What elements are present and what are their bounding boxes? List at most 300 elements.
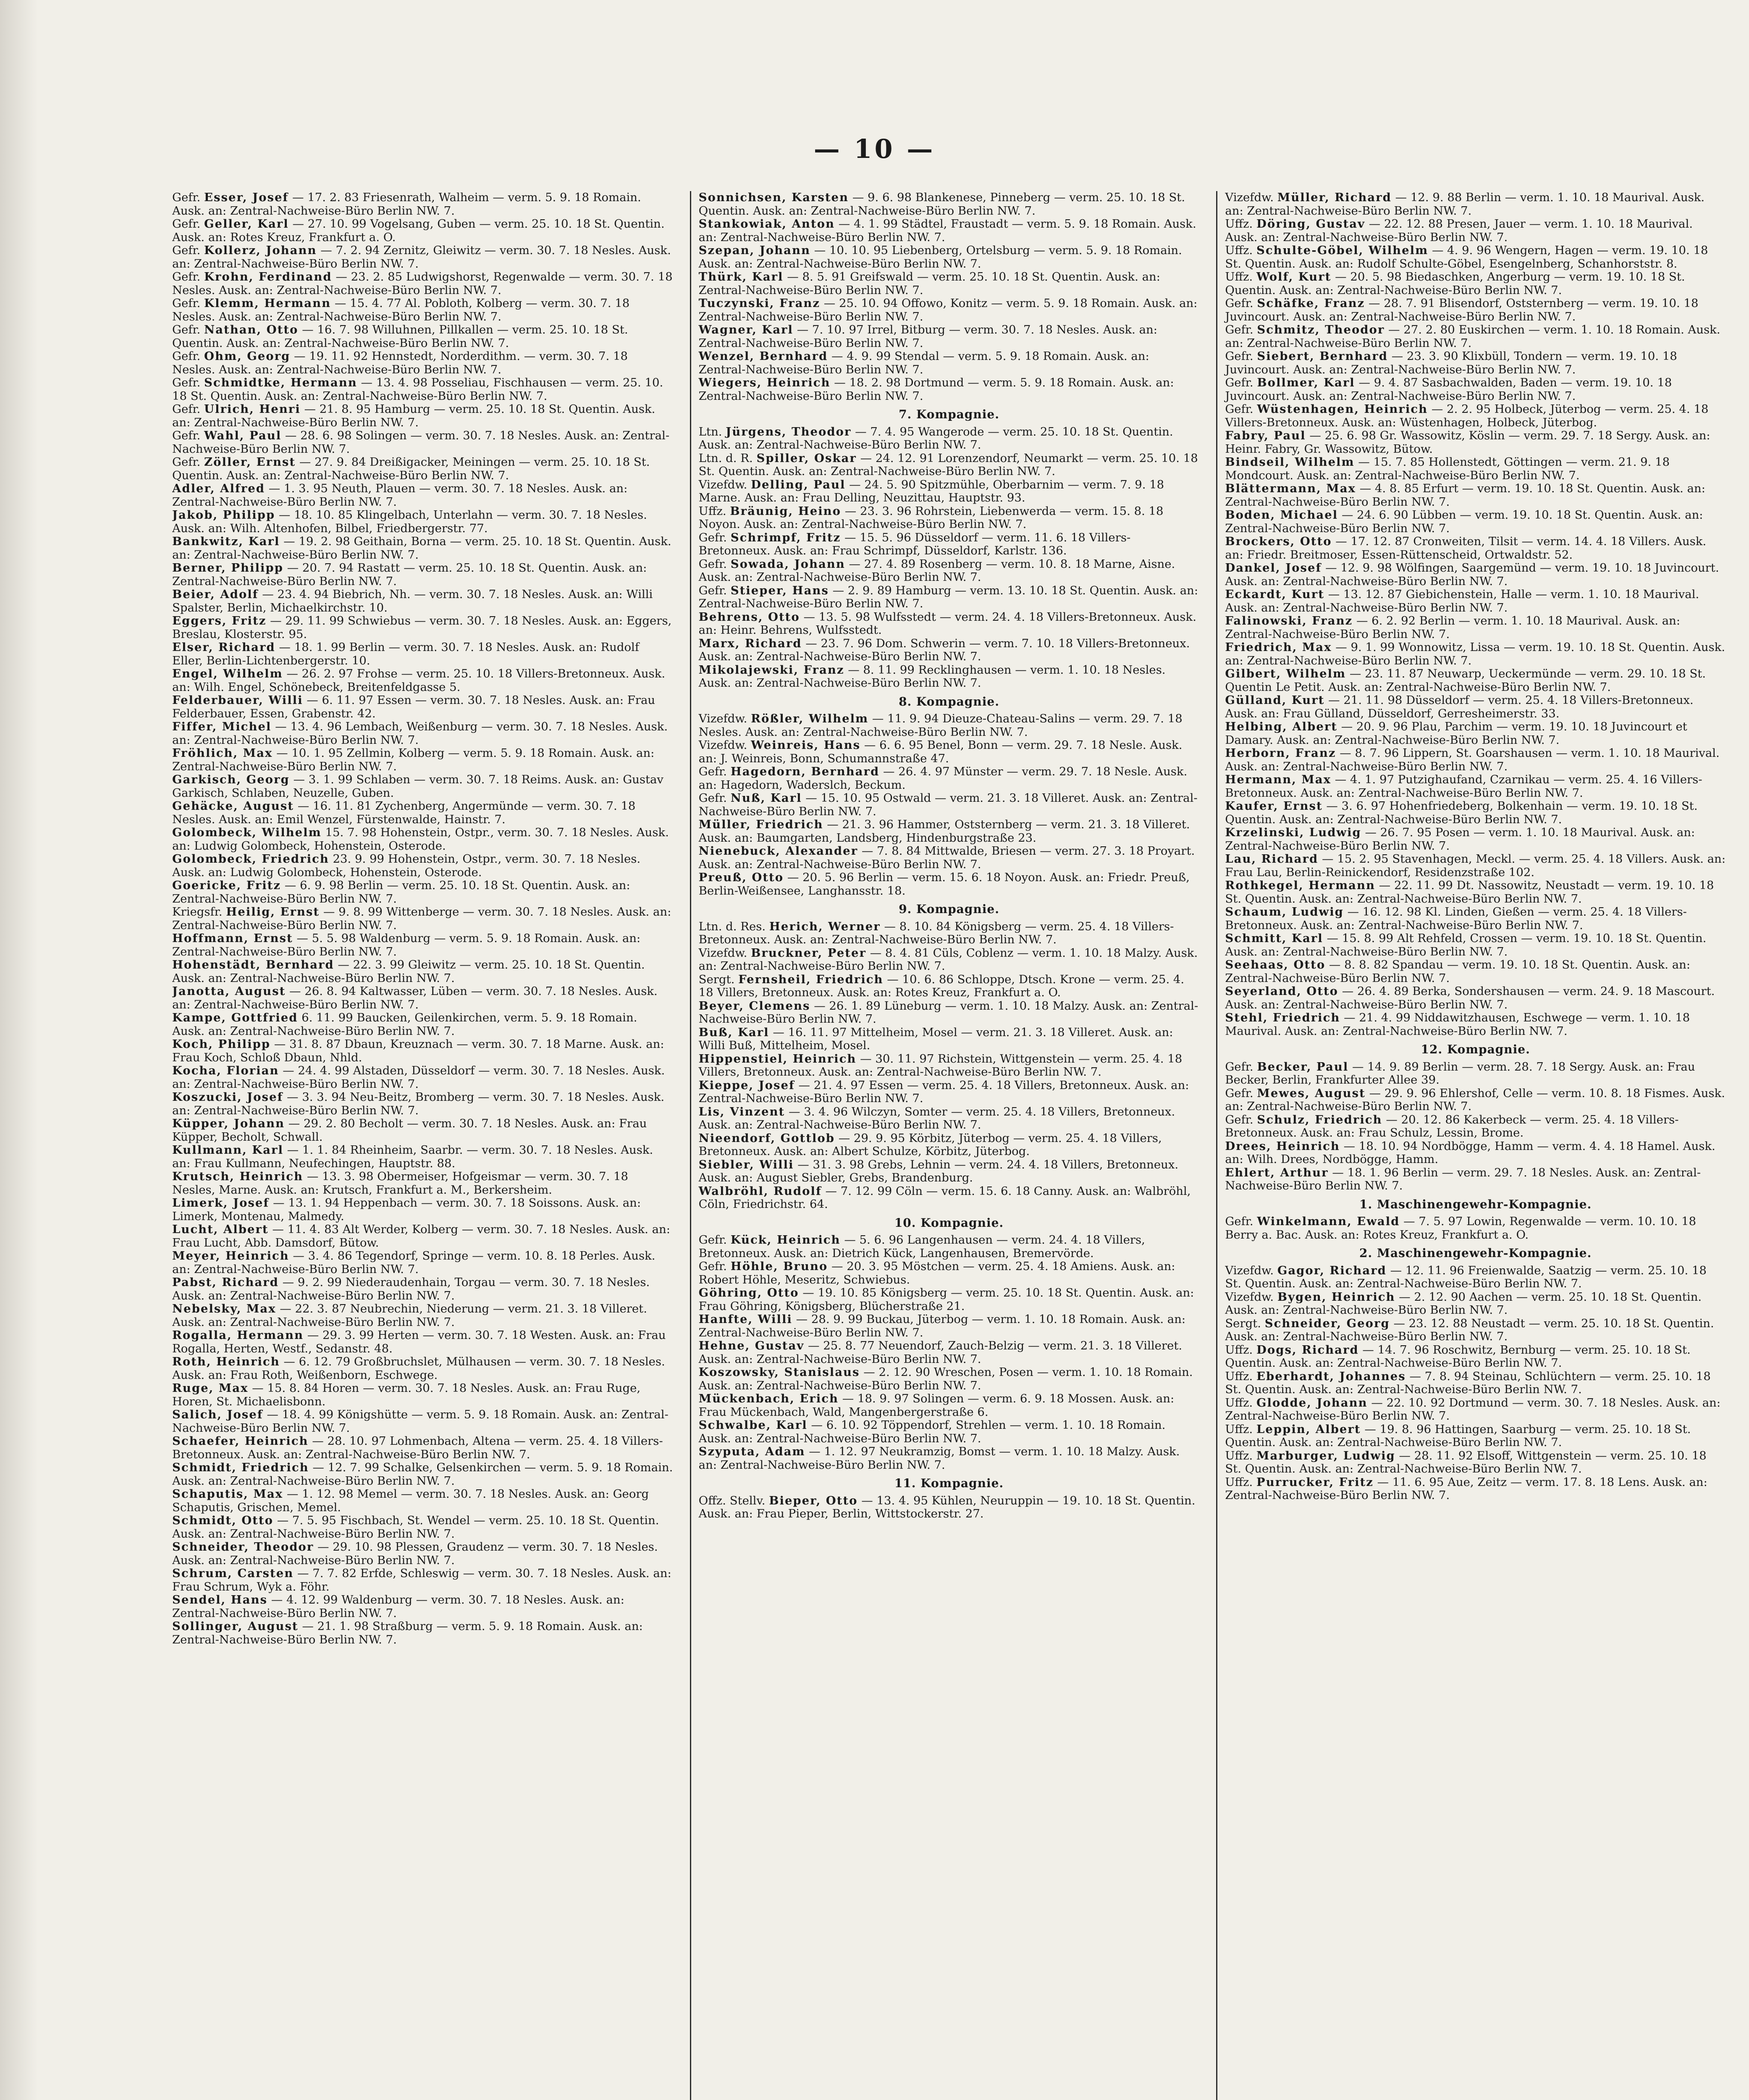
list-entry: [172, 1488, 673, 1514]
entry-details: — 19. 11. 92 Hennstedt, Norderdithm. — verm. 30. 7. 18 Nesles. Ausk. an: Zentral-Nachweise-Büro Berlin NW. 7.: [172, 349, 628, 376]
entry-name: Kieppe, Josef: [698, 1078, 795, 1092]
list-entry: [172, 1382, 673, 1408]
entry-rank: Ltn.: [698, 425, 722, 438]
list-entry: [1225, 641, 1726, 667]
columns: [172, 191, 1726, 2100]
list-entry: [1225, 985, 1726, 1011]
list-entry: [172, 482, 673, 509]
entry-details: — 25. 10. 94 Offowo, Konitz — verm. 5. 9. 18 Romain. Ausk. an: Zentral-Nachweise-Büro Berlin NW. 7.: [698, 297, 1198, 323]
entry-details: — 1. 1. 84 Rheinheim, Saarbr. — verm. 30. 7. 18 Nesles. Ausk. an: Frau Kullmann, Neufechingen, Hauptstr. 88.: [172, 1143, 653, 1170]
entry-name: Siebert, Bernhard: [1257, 349, 1388, 363]
list-entry: [699, 1286, 1200, 1313]
entry-name: Geller, Karl: [204, 217, 289, 231]
entry-name: Lau, Richard: [1225, 852, 1319, 866]
list-entry: [699, 218, 1200, 244]
entry-details: — 16. 12. 98 Kl. Linden, Gießen — verm. 25. 4. 18 Villers-Bretonneux. Ausk. an: Zentral-Nachweise-Büro Berlin NW. 7.: [1225, 905, 1687, 932]
entry-details: — 28. 6. 98 Solingen — verm. 30. 7. 18 Nesles. Ausk. an: Zentral-Nachweise-Büro Berlin NW. 7.: [172, 429, 670, 456]
entry-details: — 19. 10. 85 Königsberg — verm. 25. 10. 18 St. Quentin. Ausk. an: Frau Göhring, Königsberg, Blücherstraße 21.: [698, 1286, 1194, 1313]
entry-details: — 28. 10. 97 Lohmenbach, Altena — verm. 25. 4. 18 Villers-Bretonneux. Ausk. an: Zentral-Nachweise-Büro Berlin NW. 7.: [172, 1434, 663, 1461]
list-entry: [172, 747, 673, 773]
list-entry: [1225, 1087, 1726, 1113]
entry-details: — 21. 4. 99 Niddawitzhausen, Eschwege — verm. 1. 10. 18 Maurival. Ausk. an: Zentral-Nachweise-Büro Berlin NW. 7.: [1225, 1011, 1690, 1038]
entry-name: Schneider, Theodor: [172, 1540, 314, 1554]
entry-details: — 1. 3. 95 Neuth, Plauen — verm. 30. 7. 18 Nesles. Ausk. an: Zentral-Nachweise-Büro Berlin NW. 7.: [172, 482, 628, 509]
list-entry: [172, 667, 673, 694]
entry-name: Schmidtke, Hermann: [204, 376, 357, 389]
entry-rank: Gefr.: [172, 455, 201, 469]
entry-rank: Gefr.: [1225, 402, 1253, 416]
entry-name: Kocha, Florian: [172, 1064, 279, 1077]
entry-name: Bräunig, Heino: [730, 504, 841, 518]
list-entry: [1225, 667, 1726, 694]
entry-details: — 6. 6. 95 Benel, Bonn — verm. 29. 7. 18 Nesle. Ausk. an: J. Weinreis, Bonn, Schumannstraße 47.: [698, 738, 1183, 765]
entry-details: — 10. 6. 86 Schloppe, Dtsch. Krone — verm. 25. 4. 18 Villers, Bretonneux. Ausk. an: Rotes Kreuz, Frankfurt a. O.: [698, 972, 1185, 999]
entry-name: Hagedorn, Bernhard: [730, 765, 880, 778]
entry-rank: Gefr.: [172, 244, 201, 257]
entry-name: Beier, Adolf: [172, 588, 259, 601]
entry-details: — 23. 4. 94 Biebrich, Nh. — verm. 30. 7. 18 Nesles. Ausk. an: Willi Spalster, Berlin, Michaelkirchstr. 10.: [172, 588, 653, 614]
list-entry: [699, 478, 1200, 505]
entry-name: Herborn, Franz: [1225, 746, 1336, 760]
list-entry: [699, 637, 1200, 664]
entry-details: — 14. 7. 96 Roschwitz, Bernburg — verm. 25. 10. 18 St. Quentin. Ausk. an: Zentral-Nachweise-Büro Berlin NW. 7.: [1225, 1343, 1691, 1370]
list-entry: [172, 1011, 673, 1038]
entry-name: Lucht, Albert: [172, 1223, 269, 1236]
entry-rank: Offz. Stellv.: [698, 1494, 766, 1507]
list-entry: [172, 535, 673, 562]
entry-details: — 3. 1. 99 Schlaben — verm. 30. 7. 18 Reims. Ausk. an: Gustav Garkisch, Schlaben, Neuzelle, Guben.: [172, 773, 663, 800]
list-entry: [1225, 1317, 1726, 1344]
entry-name: Nieendorf, Gottlob: [698, 1131, 835, 1145]
list-entry: [1225, 1264, 1726, 1291]
entry-details: — 29. 11. 99 Schwiebus — verm. 30. 7. 18 Nesles. Ausk. an: Eggers, Breslau, Klosterstr. 95.: [172, 614, 672, 641]
entry-name: Schwalbe, Karl: [698, 1418, 808, 1432]
entry-name: Krohn, Ferdinand: [204, 270, 332, 284]
entry-name: Tuczynski, Franz: [698, 297, 821, 310]
entry-name: Nienebuck, Alexander: [698, 844, 858, 858]
entry-details: — 7. 5. 95 Fischbach, St. Wendel — verm. 25. 10. 18 St. Quentin. Ausk. an: Zentral-Nachweise-Büro Berlin NW. 7.: [172, 1514, 659, 1541]
entry-rank: Gefr.: [172, 402, 201, 416]
list-entry: [699, 664, 1200, 690]
entry-name: Salich, Josef: [172, 1408, 263, 1421]
entry-name: Fabry, Paul: [1225, 429, 1306, 442]
entry-name: Pabst, Richard: [172, 1276, 279, 1289]
entry-rank: Gefr.: [1225, 1215, 1253, 1228]
list-entry: [699, 1260, 1200, 1286]
entry-details: — 18. 1. 99 Berlin — verm. 30. 7. 18 Nesles. Ausk. an: Rudolf Eller, Berlin-Lichtenbergerstr. 10.: [172, 640, 640, 667]
entry-name: Stankowiak, Anton: [698, 217, 835, 231]
entry-details: — 8. 11. 99 Recklinghausen — verm. 1. 10. 18 Nesles. Ausk. an: Zentral-Nachweise-Büro Berlin NW. 7.: [698, 663, 1166, 690]
entry-name: Janotta, August: [172, 984, 286, 998]
entry-details: — 4. 9. 96 Wengern, Hagen — verm. 19. 10. 18 St. Quentin. Ausk. an: Rudolf Schulte-Göbel, Esengelnberg, Schanhorststr. 8.: [1225, 244, 1708, 270]
entry-details: — 6. 2. 92 Berlin — verm. 1. 10. 18 Maurival. Ausk. an: Zentral-Nachweise-Büro Berlin NW. 7.: [1225, 614, 1681, 641]
list-entry: [699, 350, 1200, 376]
entry-name: Döring, Gustav: [1256, 217, 1366, 231]
entry-name: Kück, Heinrich: [730, 1233, 841, 1247]
company-heading: 1. Maschinengewehr-Kompagnie.: [1359, 1197, 1592, 1211]
entry-details: — 13. 12. 87 Giebichenstein, Halle — verm. 1. 10. 18 Maurival. Ausk. an: Zentral-Nachweise-Büro Berlin NW. 7.: [1225, 588, 1699, 614]
entry-details: — 23. 3. 96 Rohrstein, Liebenwerda — verm. 15. 8. 18 Noyon. Ausk. an: Zentral-Nachweise-Büro Berlin NW. 7.: [698, 504, 1164, 531]
list-entry: [172, 1461, 673, 1488]
entry-details: — 23. 12. 88 Neustadt — verm. 25. 10. 18 St. Quentin. Ausk. an: Zentral-Nachweise-Büro Berlin NW. 7.: [1225, 1316, 1714, 1343]
entry-details: — 11. 6. 95 Aue, Zeitz — verm. 17. 8. 18 Lens. Ausk. an: Zentral-Nachweise-Büro Berlin NW. 7.: [1225, 1475, 1707, 1502]
entry-details: — 15. 10. 95 Ostwald — verm. 21. 3. 18 Villeret. Ausk. an: Zentral-Nachweise-Büro Berlin NW. 7.: [698, 791, 1198, 818]
entry-name: Falinowski, Franz: [1225, 614, 1353, 627]
entry-details: 23. 9. 99 Hohenstein, Ostpr., verm. 30. 7. 18 Nesles. Ausk. an: Ludwig Golombeck, Hohenstein, Osterode.: [172, 852, 641, 879]
entry-details: — 3. 6. 97 Hohenfriedeberg, Bolkenhain — verm. 19. 10. 18 St. Quentin. Ausk. an: Zentral-Nachweise-Büro Berlin NW. 7.: [1225, 799, 1698, 826]
list-entry: [172, 1223, 673, 1250]
entry-details: — 4. 9. 99 Stendal — verm. 5. 9. 18 Romain. Ausk. an: Zentral-Nachweise-Büro Berlin NW. 7.: [698, 349, 1149, 376]
list-entry: [172, 1620, 673, 1646]
list-entry: [172, 1355, 673, 1382]
entry-rank: Gefr.: [698, 1233, 727, 1247]
entry-rank: Gefr.: [698, 583, 727, 597]
entry-name: Lis, Vinzent: [698, 1105, 785, 1118]
list-entry: [1225, 1140, 1726, 1166]
list-entry: [699, 712, 1200, 739]
entry-rank: Uffz.: [1225, 1369, 1253, 1383]
entry-rank: Gefr.: [698, 557, 727, 571]
entry-name: Leppin, Albert: [1256, 1422, 1361, 1436]
entry-rank: Gefr.: [172, 349, 201, 363]
entry-rank: Gefr.: [172, 191, 201, 204]
list-entry: [1225, 270, 1726, 297]
entry-details: — 17. 2. 83 Friesenrath, Walheim — verm. 5. 9. 18 Romain. Ausk. an: Zentral-Nachweise-Büro Berlin NW. 7.: [172, 191, 641, 218]
list-entry: [172, 429, 673, 456]
entry-name: Nuß, Karl: [730, 791, 802, 805]
entry-details: — 3. 3. 94 Neu-Beitz, Bromberg — verm. 30. 7. 18 Nesles. Ausk. an: Zentral-Nachweise-Büro Berlin NW. 7.: [172, 1090, 665, 1117]
entry-name: Nathan, Otto: [204, 323, 299, 336]
list-entry: [172, 1302, 673, 1329]
list-entry: [1225, 906, 1726, 932]
entry-name: Friedrich, Max: [1225, 640, 1332, 654]
entry-name: Esser, Josef: [204, 191, 289, 204]
entry-details: — 15. 8. 99 Alt Rehfeld, Crossen — verm. 19. 10. 18 St. Quentin. Ausk. an: Zentral-Nachweise-Büro Berlin NW. 7.: [1225, 932, 1707, 958]
entry-name: Eggers, Fritz: [172, 614, 267, 627]
entry-name: Ohm, Georg: [204, 349, 291, 363]
entry-name: Gülland, Kurt: [1225, 693, 1325, 707]
list-entry: [1225, 1011, 1726, 1038]
entry-details: — 19. 2. 98 Geithain, Borna — verm. 25. 10. 18 St. Quentin. Ausk. an: Zentral-Nachweise-Büro Berlin NW. 7.: [172, 535, 671, 562]
list-entry: [1225, 244, 1726, 270]
entry-name: Sollinger, August: [172, 1620, 299, 1633]
list-entry: [172, 1593, 673, 1620]
list-entry: [172, 1038, 673, 1064]
entry-name: Marx, Richard: [698, 636, 802, 650]
entry-name: Golombeck, Friedrich: [172, 852, 329, 866]
entry-name: Mikolajewski, Franz: [698, 663, 844, 677]
entry-name: Schmitz, Theodor: [1257, 323, 1385, 336]
entry-name: Fröhlich, Max: [172, 746, 273, 760]
entry-details: — 10. 1. 95 Zellmin, Kolberg — verm. 5. 9. 18 Romain. Ausk. an: Zentral-Nachweise-Büro Berlin NW. 7.: [172, 746, 655, 773]
entry-name: Eckardt, Kurt: [1225, 588, 1324, 601]
entry-name: Drees, Heinrich: [1225, 1139, 1340, 1153]
entry-details: — 11. 9. 94 Dieuze-Chateau-Salins — verm. 29. 7. 18 Nesles. Ausk. an: Zentral-Nachweise-Büro Berlin NW. 7.: [698, 712, 1183, 739]
entry-name: Schäfke, Franz: [1257, 297, 1365, 310]
entry-details: — 2. 12. 90 Wreschen, Posen — verm. 1. 10. 18 Romain. Ausk. an: Zentral-Nachweise-Büro Berlin NW. 7.: [698, 1365, 1193, 1392]
entry-name: Wahl, Paul: [204, 429, 282, 442]
entry-name: Hanfte, Willi: [698, 1312, 792, 1326]
entry-details: — 29. 9. 96 Ehlershof, Celle — verm. 10. 8. 18 Fismes. Ausk. an: Zentral-Nachweise-Büro Berlin NW. 7.: [1225, 1086, 1725, 1113]
list-entry: [699, 845, 1200, 871]
list-entry: [699, 425, 1200, 452]
entry-name: Engel, Wilhelm: [172, 667, 283, 680]
entry-rank: Gefr.: [1225, 376, 1253, 389]
list-entry: [172, 800, 673, 826]
column-1: [172, 191, 673, 2100]
list-entry: [172, 694, 673, 720]
entry-rank: Gefr.: [1225, 1060, 1253, 1074]
entry-details: — 28. 7. 91 Blisendorf, Oststernberg — verm. 19. 10. 18 Juvincourt. Ausk. an: Zentral-Nachweise-Büro Berlin NW. 7.: [1225, 297, 1699, 323]
list-entry: [1225, 1423, 1726, 1449]
entry-rank: Gefr.: [1225, 297, 1253, 310]
list-entry: [172, 720, 673, 747]
entry-name: Herich, Werner: [769, 919, 881, 933]
entry-details: — 8. 5. 91 Greifswald — verm. 25. 10. 18 St. Quentin. Ausk. an: Zentral-Nachweise-Büro Berlin NW. 7.: [698, 270, 1161, 297]
entry-name: Sowada, Johann: [730, 557, 845, 571]
entry-name: Bygen, Heinrich: [1277, 1290, 1395, 1304]
list-entry: [172, 773, 673, 800]
list-entry: [1225, 376, 1726, 403]
entry-name: Szepan, Johann: [698, 244, 810, 257]
list-entry: [1225, 1476, 1726, 1502]
list-entry: [1225, 694, 1726, 720]
entry-details: — 9. 1. 99 Wonnowitz, Lissa — verm. 19. 10. 18 St. Quentin. Ausk. an: Zentral-Nachweise-Büro Berlin NW. 7.: [1225, 640, 1725, 667]
binding-shadow: [0, 0, 38, 2100]
entry-details: — 20. 5. 96 Berlin — verm. 15. 6. 18 Noyon. Ausk. an: Friedr. Preuß, Berlin-Weißensee, Langhansstr. 18.: [698, 871, 1190, 898]
entry-name: Limerk, Josef: [172, 1196, 270, 1210]
entry-details: — 9. 2. 99 Niederaudenhain, Torgau — verm. 30. 7. 18 Nesles. Ausk. an: Zentral-Nachweise-Büro Berlin NW. 7.: [172, 1276, 650, 1302]
entry-name: Sendel, Hans: [172, 1593, 267, 1606]
entry-name: Jakob, Philipp: [172, 508, 275, 522]
entry-details: — 18. 4. 99 Königshütte — verm. 5. 9. 18 Romain. Ausk. an: Zentral-Nachweise-Büro Berlin NW. 7.: [172, 1408, 669, 1435]
entry-name: Kaufer, Ernst: [1225, 799, 1323, 813]
entry-rank: Gefr.: [1225, 323, 1253, 336]
entry-name: Schneider, Georg: [1264, 1316, 1390, 1330]
entry-name: Becker, Paul: [1257, 1060, 1349, 1074]
entry-name: Schrum, Carsten: [172, 1567, 294, 1580]
entry-rank: Gefr.: [698, 765, 727, 778]
entry-details: — 22. 3. 87 Neubrechin, Niederung — verm. 21. 3. 18 Villeret. Ausk. an: Zentral-Nachweise-Büro Berlin NW. 7.: [172, 1302, 647, 1329]
list-entry: [699, 1445, 1200, 1472]
entry-name: Kullmann, Karl: [172, 1143, 283, 1157]
list-entry: [172, 456, 673, 482]
entry-details: — 16. 11. 97 Mittelheim, Mosel — verm. 21. 3. 18 Villeret. Ausk. an: Willi Buß, Mittelheim, Mosel.: [698, 1025, 1173, 1052]
entry-name: Wagner, Karl: [698, 323, 793, 336]
entry-details: — 6. 10. 92 Töppendorf, Strehlen — verm. 1. 10. 18 Romain. Ausk. an: Zentral-Nachweise-Büro Berlin NW. 7.: [698, 1418, 1166, 1445]
entry-name: Golombeck, Wilhelm: [172, 826, 322, 839]
list-entry: [172, 376, 673, 403]
entry-details: — 15. 5. 96 Düsseldorf — verm. 11. 6. 18 Villers-Bretonneux. Ausk. an: Frau Schrimpf, Düsseldorf, Karlstr. 136.: [698, 530, 1131, 557]
entry-details: — 21. 8. 95 Hamburg — verm. 25. 10. 18 St. Quentin. Ausk. an: Zentral-Nachweise-Büro Berlin NW. 7.: [172, 402, 656, 429]
entry-details: — 26. 7. 95 Posen — verm. 1. 10. 18 Maurival. Ausk. an: Zentral-Nachweise-Büro Berlin NW. 7.: [1225, 826, 1695, 853]
entry-name: Goericke, Fritz: [172, 879, 281, 892]
list-entry: [699, 765, 1200, 792]
entry-details: — 21. 4. 97 Essen — verm. 25. 4. 18 Villers, Bretonneux. Ausk. an: Zentral-Nachweise-Büro Berlin NW. 7.: [698, 1078, 1189, 1105]
entry-details: — 18. 10. 94 Nordbögge, Hamm — verm. 4. 4. 18 Hamel. Ausk. an: Wilh. Drees, Nordbögge, Hamm.: [1225, 1139, 1715, 1166]
entry-name: Fiffer, Michel: [172, 720, 272, 733]
entry-details: — 13. 4. 98 Posseliau, Fischhausen — verm. 25. 10. 18 St. Quentin. Ausk. an: Zentral-Nachweise-Büro Berlin NW. 7.: [172, 376, 663, 403]
entry-details: — 29. 3. 99 Herten — verm. 30. 7. 18 Westen. Ausk. an: Frau Rogalla, Herten, Westf., Sedanstr. 48.: [172, 1328, 666, 1355]
list-entry: [699, 558, 1200, 584]
list-entry: [699, 1392, 1200, 1419]
entry-details: — 8. 8. 82 Spandau — verm. 19. 10. 18 St. Quentin. Ausk. an: Zentral-Nachweise-Büro Berlin NW. 7.: [1225, 958, 1691, 985]
list-entry: [699, 270, 1200, 297]
list-entry: [699, 1000, 1200, 1026]
entry-name: Behrens, Otto: [698, 610, 800, 624]
list-entry: [1225, 747, 1726, 773]
list-entry: [1225, 720, 1726, 747]
entry-rank: Gefr.: [172, 270, 201, 284]
entry-details: 15. 7. 98 Hohenstein, Ostpr., verm. 30. 7. 18 Nesles. Ausk. an: Ludwig Golombeck, Hohenstein, Osterode.: [172, 826, 669, 853]
entry-name: Schulz, Friedrich: [1257, 1113, 1382, 1126]
entry-rank: Sergt.: [1225, 1316, 1261, 1330]
entry-name: Felderbauer, Willi: [172, 693, 303, 707]
entry-details: — 11. 4. 83 Alt Werder, Kolberg — verm. 30. 7. 18 Nesles. Ausk. an: Frau Lucht, Abb. Damsdorf, Bütow.: [172, 1223, 670, 1250]
entry-rank: Kriegsfr.: [172, 905, 223, 919]
entry-details: — 23. 3. 90 Klixbüll, Tondern — verm. 19. 10. 18 Juvincourt. Ausk. an: Zentral-Nachweise-Büro Berlin NW. 7.: [1225, 349, 1677, 376]
list-entry: [172, 1144, 673, 1170]
entry-name: Schmidt, Friedrich: [172, 1461, 309, 1474]
entry-name: Schulte-Göbel, Wilhelm: [1256, 244, 1429, 257]
entry-name: Boden, Michael: [1225, 508, 1338, 522]
entry-details: — 20. 7. 94 Rastatt — verm. 25. 10. 18 St. Quentin. Ausk. an: Zentral-Nachweise-Büro Berlin NW. 7.: [172, 561, 647, 588]
list-entry: [1225, 482, 1726, 509]
entry-details: — 23. 11. 87 Neuwarp, Ueckermünde — verm. 29. 10. 18 St. Quentin Le Petit. Ausk. an: Zentral-Nachweise-Büro Berlin NW. 7.: [1225, 667, 1706, 694]
entry-details: — 6. 11. 97 Essen — verm. 30. 7. 18 Nesles. Ausk. an: Frau Felderbauer, Essen, Grabenstr. 42.: [172, 693, 656, 720]
entry-name: Gehäcke, August: [172, 799, 294, 813]
entry-rank: Vizefdw.: [1225, 1263, 1274, 1277]
list-entry: [172, 1276, 673, 1302]
entry-details: — 8. 7. 96 Lippern, St. Goarshausen — verm. 1. 10. 18 Maurival. Ausk. an: Zentral-Nachweise-Büro Berlin NW. 7.: [1225, 746, 1720, 773]
entry-details: — 20. 12. 86 Kakerbeck — verm. 25. 4. 18 Villers-Bretonneux. Ausk. an: Frau Schulz, Lessin, Brome.: [1225, 1113, 1679, 1139]
entry-rank: Uffz.: [1225, 244, 1253, 257]
list-entry: [1225, 350, 1726, 376]
list-entry: [172, 1250, 673, 1276]
entry-rank: Vizefdw.: [698, 478, 747, 491]
entry-rank: Uffz.: [698, 504, 726, 518]
list-entry: [699, 323, 1200, 350]
list-entry: [1225, 1060, 1726, 1087]
entry-details: — 28. 9. 99 Buckau, Jüterbog — verm. 1. 10. 18 Romain. Ausk. an: Zentral-Nachweise-Büro Berlin NW. 7.: [698, 1312, 1186, 1339]
entry-details: — 30. 11. 97 Richstein, Wittgenstein — verm. 25. 4. 18 Villers, Bretonneux. Ausk. an: Zentral-Nachweise-Büro Berlin NW. 7.: [698, 1052, 1183, 1079]
entry-details: — 7. 2. 94 Zernitz, Gleiwitz — verm. 30. 7. 18 Nesles. Ausk. an: Zentral-Nachweise-Büro Berlin NW. 7.: [172, 244, 671, 270]
list-entry: [699, 1234, 1200, 1260]
entry-name: Bollmer, Karl: [1257, 376, 1355, 389]
entry-name: Blättermann, Max: [1225, 482, 1356, 495]
entry-details: — 12. 7. 99 Schalke, Gelsenkirchen — verm. 5. 9. 18 Romain. Ausk. an: Zentral-Nachweise-Büro Berlin NW. 7.: [172, 1461, 673, 1488]
entry-rank: Ltn. d. R.: [698, 451, 753, 465]
entry-name: Rothkegel, Hermann: [1225, 879, 1375, 892]
list-entry: [1225, 1113, 1726, 1140]
entry-details: — 18. 9. 97 Solingen — verm. 6. 9. 18 Mossen. Ausk. an: Frau Mückenbach, Wald, Mangenbergerstraße 6.: [698, 1392, 1175, 1419]
entry-name: Ruge, Max: [172, 1381, 249, 1395]
list-entry: [699, 531, 1200, 558]
entry-rank: Gefr.: [1225, 1086, 1253, 1100]
list-entry: [699, 973, 1200, 1000]
company-heading: 11. Kompagnie.: [894, 1476, 1004, 1490]
entry-rank: Gefr.: [172, 376, 201, 389]
entry-details: — 21. 11. 98 Düsseldorf — verm. 25. 4. 18 Villers-Bretonneux. Ausk. an: Frau Gülland, Düsseldorf, Gerresheimerstr. 33.: [1225, 693, 1694, 720]
entry-details: — 22. 10. 92 Dortmund — verm. 30. 7. 18 Nesles. Ausk. an: Zentral-Nachweise-Büro Berlin NW. 7.: [1225, 1396, 1721, 1423]
entry-details: — 7. 5. 97 Lowin, Regenwalde — verm. 10. 10. 18 Berry a. Bac. Ausk. an: Rotes Kreuz, Frankfurt a. O.: [1225, 1215, 1697, 1242]
entry-rank: Sergt.: [698, 972, 735, 986]
entry-details: — 5. 6. 96 Langenhausen — verm. 24. 4. 18 Villers, Bretonneux. Ausk. an: Dietrich Kück, Langenhausen, Bremervörde.: [698, 1233, 1145, 1260]
entry-name: Fernsheil, Friedrich: [738, 972, 884, 986]
entry-details: — 21. 1. 98 Straßburg — verm. 5. 9. 18 Romain. Ausk. an: Zentral-Nachweise-Büro Berlin NW. 7.: [172, 1620, 643, 1646]
list-entry: [172, 1329, 673, 1355]
entry-name: Purrucker, Fritz: [1256, 1475, 1374, 1489]
entry-name: Siebler, Willi: [698, 1158, 794, 1171]
list-entry: [1225, 323, 1726, 350]
entry-rank: Gefr.: [698, 791, 727, 805]
entry-name: Bindseil, Wilhelm: [1225, 455, 1355, 469]
list-entry: [1225, 588, 1726, 614]
entry-details: — 18. 2. 98 Dortmund — verm. 5. 9. 18 Romain. Ausk. an: Zentral-Nachweise-Büro Berlin NW. 7.: [698, 376, 1174, 403]
entry-rank: Gefr.: [172, 323, 201, 336]
entry-name: Schmidt, Otto: [172, 1514, 273, 1527]
entry-name: Wiegers, Heinrich: [698, 376, 831, 389]
entry-name: Müller, Friedrich: [698, 818, 823, 831]
entry-details: — 31. 3. 98 Grebs, Lehnin — verm. 24. 4. 18 Villers, Bretonneux. Ausk. an: August Siebler, Grebs, Brandenburg.: [698, 1158, 1179, 1184]
entry-name: Stehl, Friedrich: [1225, 1011, 1340, 1024]
entry-details: — 23. 7. 96 Dom. Schwerin — verm. 7. 10. 18 Villers-Bretonneux. Ausk. an: Zentral-Nachweise-Büro Berlin NW. 7.: [698, 636, 1190, 663]
entry-name: Mewes, August: [1257, 1086, 1366, 1100]
company-heading: 7. Kompagnie.: [899, 407, 999, 421]
entry-details: — 17. 12. 87 Cronweiten, Tilsit — verm. 14. 4. 18 Villers. Ausk. an: Friedr. Breitmoser, Essen-Rüttenscheid, Ortwaldstr. 52.: [1225, 535, 1707, 562]
entry-rank: Gefr.: [172, 217, 201, 231]
entry-name: Ehlert, Arthur: [1225, 1166, 1329, 1179]
list-entry: [172, 1170, 673, 1197]
company-heading: 10. Kompagnie.: [894, 1215, 1004, 1230]
list-entry: [699, 1158, 1200, 1185]
entry-name: Rößler, Wilhelm: [751, 712, 869, 725]
entry-name: Mückenbach, Erich: [698, 1392, 839, 1405]
entry-details: — 24. 6. 90 Lübben — verm. 19. 10. 18 St. Quentin. Ausk. an: Zentral-Nachweise-Büro Berlin NW. 7.: [1225, 508, 1703, 535]
entry-name: Winkelmann, Ewald: [1257, 1215, 1400, 1228]
entry-details: — 15. 2. 95 Stavenhagen, Meckl. — verm. 25. 4. 18 Villers. Ausk. an: Frau Lau, Berlin-Reinickendorf, Residenzstraße 102.: [1225, 852, 1726, 879]
entry-details: — 4. 8. 85 Erfurt — verm. 19. 10. 18 St. Quentin. Ausk. an: Zentral-Nachweise-Büro Berlin NW. 7.: [1225, 482, 1705, 509]
entry-name: Küpper, Johann: [172, 1117, 285, 1130]
list-entry: [1225, 958, 1726, 985]
list-entry: [172, 853, 673, 879]
entry-details: — 7. 4. 95 Wangerode — verm. 25. 10. 18 St. Quentin. Ausk. an: Zentral-Nachweise-Büro Berlin NW. 7.: [698, 425, 1173, 452]
list-entry: [699, 920, 1200, 947]
entry-details: — 13. 1. 94 Heppenbach — verm. 30. 7. 18 Soissons. Ausk. an: Limerk, Montenau, Malmedy.: [172, 1196, 641, 1223]
entry-name: Müller, Richard: [1277, 191, 1392, 204]
entry-name: Eberhardt, Johannes: [1256, 1369, 1406, 1383]
entry-name: Hoffmann, Ernst: [172, 932, 293, 945]
entry-details: — 27. 9. 84 Dreißigacker, Meiningen — verm. 25. 10. 18 St. Quentin. Ausk. an: Zentral-Nachweise-Büro Berlin NW. 7.: [172, 455, 650, 482]
entry-name: Seehaas, Otto: [1225, 958, 1326, 971]
entry-details: — 21. 3. 96 Hammer, Oststernberg — verm. 21. 3. 18 Villeret. Ausk. an: Baumgarten, Landsberg, Hindenburgstraße 23.: [698, 818, 1190, 845]
list-entry: [1225, 535, 1726, 562]
list-entry: [172, 1091, 673, 1117]
entry-name: Höhle, Bruno: [730, 1260, 828, 1273]
list-entry: [172, 1435, 673, 1461]
entry-details: — 29. 10. 98 Plessen, Graudenz — verm. 30. 7. 18 Nesles. Ausk. an: Zentral-Nachweise-Büro Berlin NW. 7.: [172, 1540, 658, 1567]
entry-details: — 26. 2. 97 Frohse — verm. 25. 10. 18 Villers-Bretonneux. Ausk. an: Wilh. Engel, Schönebeck, Breitenfeldgasse 5.: [172, 667, 666, 694]
list-entry: [1225, 1166, 1726, 1193]
list-entry: [172, 1408, 673, 1435]
entry-details: — 1. 12. 97 Neukramzig, Bomst — verm. 1. 10. 18 Malzy. Ausk. an: Zentral-Nachweise-Büro Berlin NW. 7.: [698, 1445, 1180, 1472]
list-entry: [1225, 1396, 1726, 1423]
entry-name: Schmitt, Karl: [1225, 932, 1323, 945]
entry-name: Spiller, Oskar: [756, 451, 857, 465]
company-heading: 2. Maschinengewehr-Kompagnie.: [1359, 1246, 1592, 1260]
entry-name: Seyerland, Otto: [1225, 984, 1339, 998]
entry-name: Marburger, Ludwig: [1256, 1449, 1395, 1462]
